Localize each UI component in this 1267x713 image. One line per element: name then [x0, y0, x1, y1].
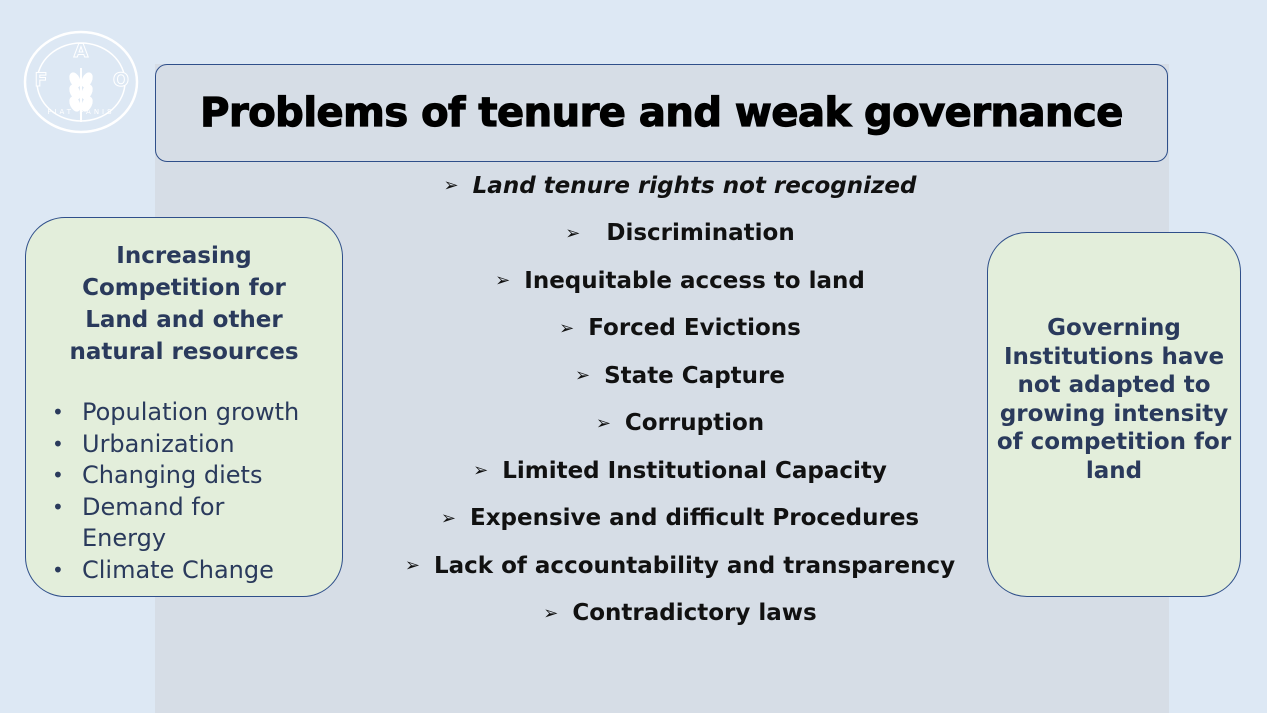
problem-item: ➢ Corruption [595, 410, 765, 437]
problem-item: ➢ Limited Institutional Capacity [473, 457, 887, 484]
slide-title: Problems of tenure and weak governance [200, 90, 1123, 136]
competition-box [25, 217, 343, 597]
problem-item: ➢ State Capture [575, 362, 785, 389]
problem-item: ➢ Land tenure rights not recognized [443, 172, 917, 199]
driver-item: • Demand for Energy [50, 492, 262, 555]
arrow-bullet-icon: ➢ [495, 270, 511, 292]
title-box [155, 64, 1168, 162]
logo-letter-f: F [34, 69, 48, 91]
institutions-box [987, 232, 1241, 597]
arrow-bullet-icon: ➢ [443, 175, 459, 197]
problem-item: ➢ Discrimination [565, 220, 795, 247]
problem-item: ➢ Expensive and difficult Procedures [440, 505, 920, 532]
competition-heading: Increasing Competition for Land and other natural resources [69, 243, 299, 365]
driver-item: • Urbanization [50, 429, 342, 461]
arrow-bullet-icon: ➢ [575, 365, 591, 387]
problems-list [365, 162, 995, 637]
driver-item: • Changing diets [50, 460, 342, 492]
arrow-bullet-icon: ➢ [440, 507, 456, 529]
drivers-list [50, 397, 342, 587]
driver-item: • Population growth [50, 397, 342, 429]
problem-item: ➢ Lack of accountability and transparency [404, 552, 956, 579]
fao-logo [22, 30, 140, 135]
institutions-text: Governing Institutions have not adapted to growing intensity of competition for land [996, 315, 1232, 484]
arrow-bullet-icon: ➢ [595, 412, 611, 434]
problem-item: ➢ Forced Evictions [559, 315, 801, 342]
driver-item: • Climate Change [50, 555, 342, 587]
arrow-bullet-icon: ➢ [473, 460, 489, 482]
logo-letter-o: O [112, 69, 130, 91]
arrow-bullet-icon: ➢ [559, 317, 575, 339]
arrow-bullet-icon: ➢ [543, 602, 559, 624]
arrow-bullet-icon: ➢ [565, 222, 581, 244]
problem-item: ➢ Inequitable access to land [495, 267, 865, 294]
arrow-bullet-icon: ➢ [404, 555, 420, 577]
logo-letter-a: A [73, 40, 89, 62]
logo-motto: FIAT PANIS [47, 108, 115, 116]
problem-item: ➢ Contradictory laws [543, 600, 817, 627]
